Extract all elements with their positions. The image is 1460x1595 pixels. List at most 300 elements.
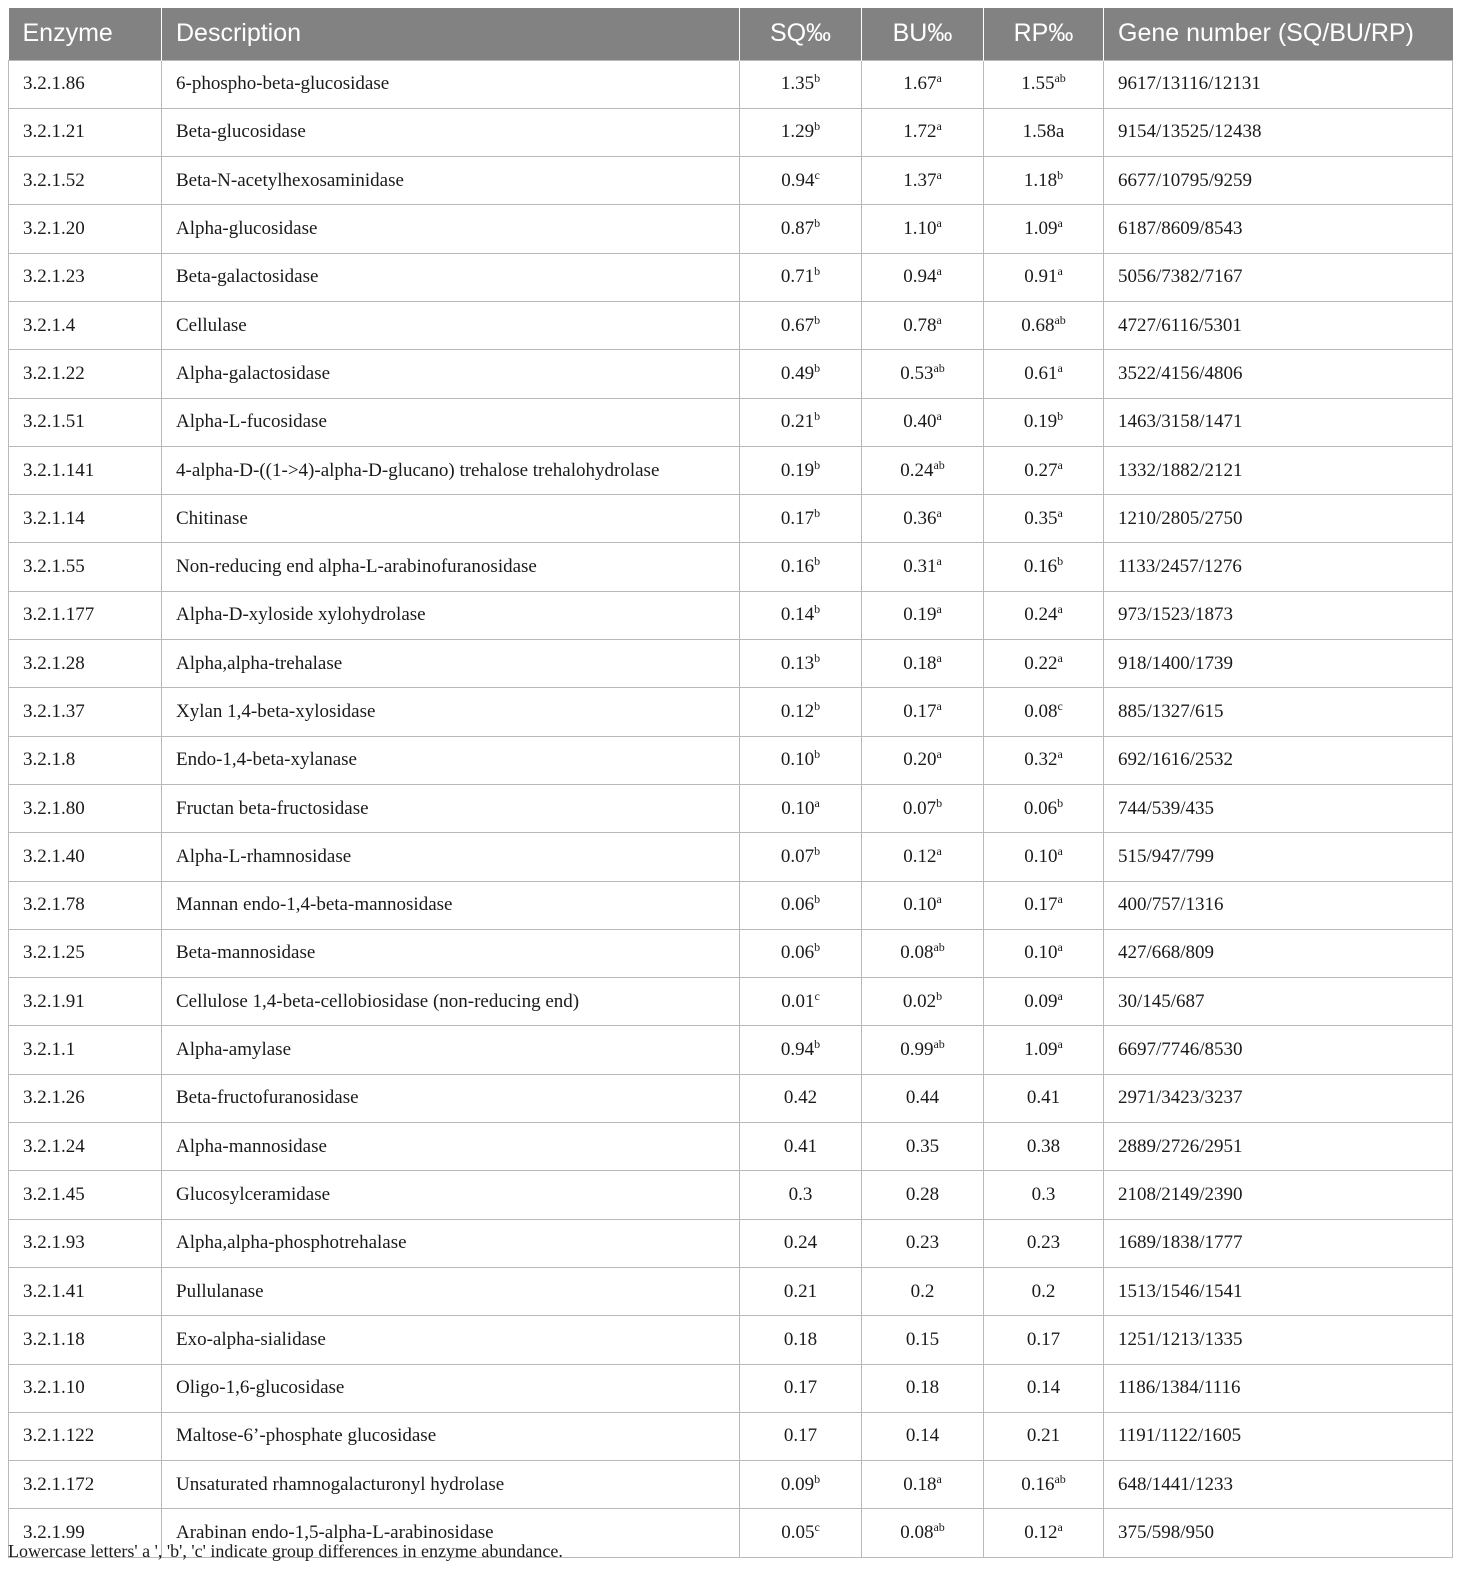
bu-cell — [862, 640, 984, 688]
gene-number-cell: 1463/3158/1471 — [1104, 398, 1453, 446]
rp-cell-value: 0.24 — [1024, 604, 1058, 626]
bu-cell-significance-letter: a — [936, 119, 942, 134]
bu-cell — [862, 253, 984, 301]
table-row — [9, 929, 1453, 977]
enzyme-cell: 3.2.1.28 — [9, 640, 162, 688]
bu-cell-significance-letter: ab — [933, 360, 945, 375]
rp-cell — [984, 688, 1104, 736]
bu-cell — [862, 1123, 984, 1171]
bu-cell-value: 0.40 — [903, 411, 937, 433]
enzyme-cell: 3.2.1.91 — [9, 978, 162, 1026]
rp-cell — [984, 398, 1104, 446]
sq-cell — [740, 688, 862, 736]
rp-cell-significance-letter: b — [1057, 554, 1064, 569]
bu-cell-value: 0.24 — [900, 459, 934, 481]
rp-cell-significance-letter: a — [1057, 1037, 1063, 1052]
sq-cell-value: 0.17 — [780, 507, 815, 529]
bu-cell-value: 0.18 — [903, 1473, 937, 1495]
bu-cell-value: 0.12 — [903, 845, 937, 867]
sq-cell-value: 0.06 — [780, 942, 815, 964]
sq-cell-value: 0.09 — [780, 1473, 815, 1495]
rp-cell — [984, 784, 1104, 832]
rp-cell-value: 0.16 — [1023, 556, 1058, 578]
enzyme-cell: 3.2.1.1 — [9, 1026, 162, 1074]
table-row — [9, 881, 1453, 929]
bu-cell — [862, 60, 984, 108]
rp-cell-value: 0.09 — [1024, 990, 1058, 1012]
sq-cell-value: 0.10 — [780, 749, 815, 771]
rp-cell-significance-letter: a — [1057, 602, 1063, 617]
sq-cell-value: 0.24 — [783, 1232, 818, 1254]
sq-cell-significance-letter: b — [814, 119, 821, 134]
rp-cell-significance-letter: a — [1057, 940, 1063, 955]
description-cell: Unsaturated rhamnogalacturonyl hydrolase — [162, 1461, 740, 1509]
enzyme-cell: 3.2.1.55 — [9, 543, 162, 591]
rp-cell-significance-letter: ab — [1054, 1471, 1066, 1486]
gene-number-cell: 1332/1882/2121 — [1104, 446, 1453, 494]
gene-number-cell: 6187/8609/8543 — [1104, 205, 1453, 253]
bu-cell-significance-letter: a — [936, 505, 942, 520]
bu-cell-significance-letter: b — [936, 795, 943, 810]
sq-cell — [740, 157, 862, 205]
rp-cell-value: 1.09 — [1024, 1039, 1058, 1061]
rp-cell — [984, 495, 1104, 543]
sq-cell-significance-letter: b — [814, 602, 821, 617]
sq-cell — [740, 1123, 862, 1171]
enzyme-cell: 3.2.1.4 — [9, 301, 162, 349]
sq-cell-value: 0.06 — [780, 894, 815, 916]
description-cell: 4-alpha-D-((1->4)-alpha-D-glucano) trehalose trehalohydrolase — [162, 446, 740, 494]
bu-cell-value: 0.18 — [903, 652, 937, 674]
table-row — [9, 108, 1453, 156]
bu-cell — [862, 398, 984, 446]
description-cell: Alpha-L-rhamnosidase — [162, 833, 740, 881]
rp-cell — [984, 640, 1104, 688]
description-cell: Arabinan endo-1,5-alpha-L-arabinosidase — [162, 1509, 740, 1557]
rp-cell-value: 0.16 — [1021, 1473, 1055, 1495]
description-cell: Alpha,alpha-phosphotrehalase — [162, 1219, 740, 1267]
description-cell: Fructan beta-fructosidase — [162, 784, 740, 832]
table-row — [9, 591, 1453, 639]
gene-number-cell: 9617/13116/12131 — [1104, 60, 1453, 108]
bu-cell — [862, 881, 984, 929]
bu-cell-significance-letter: a — [936, 747, 942, 762]
sq-cell-value: 0.21 — [783, 1280, 818, 1302]
rp-cell-value: 0.12 — [1024, 1522, 1058, 1544]
rp-cell-significance-letter: a — [1057, 747, 1063, 762]
bu-cell — [862, 1412, 984, 1460]
rp-cell-significance-letter: ab — [1054, 312, 1066, 327]
description-cell: Alpha-D-xyloside xylohydrolase — [162, 591, 740, 639]
enzyme-cell: 3.2.1.80 — [9, 784, 162, 832]
bu-cell-significance-letter: a — [936, 892, 942, 907]
sq-cell-value: 0.94 — [780, 1039, 815, 1061]
rp-cell-value: 1.09 — [1024, 218, 1058, 240]
header-enzyme: Enzyme — [9, 8, 162, 60]
sq-cell-significance-letter: b — [814, 747, 821, 762]
bu-cell-value: 0.35 — [905, 1135, 940, 1157]
bu-cell-value: 0.53 — [900, 362, 934, 384]
bu-cell — [862, 446, 984, 494]
rp-cell-value: 0.17 — [1024, 894, 1058, 916]
bu-cell-significance-letter: a — [936, 216, 942, 231]
sq-cell — [740, 929, 862, 977]
table-row — [9, 543, 1453, 591]
sq-cell-value: 0.14 — [780, 604, 815, 626]
table-body — [9, 60, 1453, 1557]
rp-cell-significance-letter: a — [1057, 505, 1063, 520]
sq-cell-value: 0.41 — [783, 1135, 818, 1157]
description-cell: Cellulase — [162, 301, 740, 349]
sq-cell-value: 0.05 — [781, 1522, 815, 1544]
rp-cell-significance-letter: a — [1057, 216, 1063, 231]
gene-number-cell: 648/1441/1233 — [1104, 1461, 1453, 1509]
rp-cell-value: 0.27 — [1024, 459, 1058, 481]
enzyme-cell: 3.2.1.78 — [9, 881, 162, 929]
enzyme-cell: 3.2.1.86 — [9, 60, 162, 108]
gene-number-cell: 1210/2805/2750 — [1104, 495, 1453, 543]
sq-cell — [740, 1026, 862, 1074]
sq-cell — [740, 881, 862, 929]
bu-cell — [862, 1461, 984, 1509]
sq-cell — [740, 1412, 862, 1460]
description-cell: Beta-mannosidase — [162, 929, 740, 977]
rp-cell — [984, 736, 1104, 784]
rp-cell-significance-letter: a — [1057, 650, 1063, 665]
rp-cell-value: 0.35 — [1024, 507, 1058, 529]
bu-cell-value: 0.23 — [905, 1232, 940, 1254]
bu-cell-value: 0.44 — [905, 1087, 940, 1109]
enzyme-cell: 3.2.1.99 — [9, 1509, 162, 1557]
rp-cell-value: 0.68 — [1021, 314, 1055, 336]
sq-cell-significance-letter: b — [814, 360, 821, 375]
enzyme-cell: 3.2.1.25 — [9, 929, 162, 977]
rp-cell-value: 1.58a — [1022, 121, 1065, 143]
gene-number-cell: 744/539/435 — [1104, 784, 1453, 832]
rp-cell — [984, 1461, 1104, 1509]
header-sq: SQ‰ — [740, 8, 862, 60]
bu-cell-significance-letter: a — [936, 602, 942, 617]
rp-cell-value: 1.18 — [1023, 169, 1058, 191]
bu-cell-significance-letter: ab — [933, 1520, 945, 1535]
rp-cell — [984, 1412, 1104, 1460]
description-cell: Mannan endo-1,4-beta-mannosidase — [162, 881, 740, 929]
bu-cell-value: 0.08 — [900, 1522, 934, 1544]
sq-cell-value: 0.18 — [783, 1328, 818, 1350]
rp-cell — [984, 978, 1104, 1026]
enzyme-cell: 3.2.1.52 — [9, 157, 162, 205]
description-cell: Maltose-6’-phosphate glucosidase — [162, 1412, 740, 1460]
bu-cell-significance-letter: a — [936, 71, 942, 86]
bu-cell-significance-letter: a — [936, 554, 942, 569]
rp-cell — [984, 446, 1104, 494]
header-rp: RP‰ — [984, 8, 1104, 60]
enzyme-cell: 3.2.1.122 — [9, 1412, 162, 1460]
sq-cell-value: 0.13 — [780, 652, 815, 674]
bu-cell — [862, 1171, 984, 1219]
rp-cell — [984, 1219, 1104, 1267]
sq-cell — [740, 978, 862, 1026]
description-cell: Alpha-amylase — [162, 1026, 740, 1074]
rp-cell-value: 0.91 — [1024, 266, 1058, 288]
sq-cell — [740, 736, 862, 784]
rp-cell-value: 1.55 — [1021, 73, 1055, 95]
sq-cell-significance-letter: b — [814, 312, 821, 327]
sq-cell — [740, 543, 862, 591]
gene-number-cell: 375/598/950 — [1104, 1509, 1453, 1557]
enzyme-cell: 3.2.1.23 — [9, 253, 162, 301]
gene-number-cell: 4727/6116/5301 — [1104, 301, 1453, 349]
bu-cell — [862, 350, 984, 398]
description-cell: Beta-fructofuranosidase — [162, 1074, 740, 1122]
table-row — [9, 1412, 1453, 1460]
table-row — [9, 253, 1453, 301]
enzyme-cell: 3.2.1.20 — [9, 205, 162, 253]
enzyme-cell: 3.2.1.41 — [9, 1267, 162, 1315]
gene-number-cell: 9154/13525/12438 — [1104, 108, 1453, 156]
gene-number-cell: 30/145/687 — [1104, 978, 1453, 1026]
bu-cell-significance-letter: ab — [933, 1037, 945, 1052]
bu-cell-value: 1.10 — [903, 218, 937, 240]
rp-cell-value: 0.22 — [1024, 652, 1058, 674]
description-cell: Endo-1,4-beta-xylanase — [162, 736, 740, 784]
table-row — [9, 736, 1453, 784]
sq-cell-significance-letter: b — [814, 505, 821, 520]
bu-cell-value: 0.31 — [903, 556, 937, 578]
bu-cell-value: 0.07 — [902, 797, 937, 819]
sq-cell — [740, 1219, 862, 1267]
gene-number-cell: 3522/4156/4806 — [1104, 350, 1453, 398]
table-row — [9, 784, 1453, 832]
rp-cell — [984, 205, 1104, 253]
rp-cell-significance-letter: a — [1057, 360, 1063, 375]
bu-cell — [862, 495, 984, 543]
sq-cell-significance-letter: c — [814, 988, 820, 1003]
gene-number-cell: 1251/1213/1335 — [1104, 1316, 1453, 1364]
rp-cell-value: 0.32 — [1024, 749, 1058, 771]
rp-cell — [984, 1509, 1104, 1557]
rp-cell — [984, 591, 1104, 639]
enzyme-cell: 3.2.1.45 — [9, 1171, 162, 1219]
rp-cell-value: 0.2 — [1031, 1280, 1056, 1302]
rp-cell-significance-letter: b — [1057, 409, 1064, 424]
sq-cell-value: 0.07 — [780, 845, 815, 867]
enzyme-cell: 3.2.1.93 — [9, 1219, 162, 1267]
sq-cell — [740, 1461, 862, 1509]
rp-cell-significance-letter: a — [1057, 264, 1063, 279]
rp-cell-value: 0.3 — [1031, 1183, 1056, 1205]
gene-number-cell: 1689/1838/1777 — [1104, 1219, 1453, 1267]
sq-cell-value: 0.19 — [780, 459, 815, 481]
sq-cell-significance-letter: b — [814, 650, 821, 665]
bu-cell — [862, 688, 984, 736]
sq-cell — [740, 640, 862, 688]
bu-cell-value: 0.20 — [903, 749, 937, 771]
sq-cell-significance-letter: b — [814, 216, 821, 231]
bu-cell-value: 0.02 — [902, 990, 937, 1012]
bu-cell — [862, 1219, 984, 1267]
rp-cell-value: 0.10 — [1024, 942, 1058, 964]
description-cell: Exo-alpha-sialidase — [162, 1316, 740, 1364]
bu-cell-value: 0.99 — [900, 1039, 934, 1061]
enzyme-abundance-table — [8, 8, 1453, 1558]
sq-cell — [740, 60, 862, 108]
rp-cell — [984, 1026, 1104, 1074]
gene-number-cell: 6677/10795/9259 — [1104, 157, 1453, 205]
table-row — [9, 1219, 1453, 1267]
enzyme-cell: 3.2.1.10 — [9, 1364, 162, 1412]
sq-cell-significance-letter: b — [814, 892, 821, 907]
sq-cell-significance-letter: b — [814, 554, 821, 569]
header-gene-number: Gene number (SQ/BU/RP) — [1118, 19, 1414, 48]
sq-cell-significance-letter: b — [814, 409, 821, 424]
description-cell: Cellulose 1,4-beta-cellobiosidase (non-reducing end) — [162, 978, 740, 1026]
enzyme-cell: 3.2.1.14 — [9, 495, 162, 543]
rp-cell-value: 0.17 — [1026, 1328, 1061, 1350]
bu-cell — [862, 1267, 984, 1315]
sq-cell — [740, 833, 862, 881]
bu-cell-value: 0.28 — [905, 1183, 940, 1205]
bu-cell — [862, 205, 984, 253]
sq-cell — [740, 495, 862, 543]
sq-cell — [740, 1364, 862, 1412]
bu-cell-significance-letter: ab — [933, 940, 945, 955]
rp-cell-significance-letter: a — [1057, 843, 1063, 858]
rp-cell-value: 0.06 — [1023, 797, 1058, 819]
bu-cell-significance-letter: a — [936, 699, 942, 713]
table-row — [9, 1461, 1453, 1509]
bu-cell-value: 0.15 — [905, 1328, 940, 1350]
description-cell: 6-phospho-beta-glucosidase — [162, 60, 740, 108]
sq-cell — [740, 253, 862, 301]
table-footnote: Lowercase letters' a ', 'b', 'c' indicate group differences in enzyme abundance. — [8, 1541, 563, 1561]
header-bu: BU‰ — [862, 8, 984, 60]
bu-cell-significance-letter: a — [936, 843, 942, 858]
bu-cell-value: 0.10 — [903, 894, 937, 916]
table-row — [9, 1267, 1453, 1315]
gene-number-cell: 1191/1122/1605 — [1104, 1412, 1453, 1460]
table-row — [9, 60, 1453, 108]
gene-number-cell: 2108/2149/2390 — [1104, 1171, 1453, 1219]
table-row — [9, 1074, 1453, 1122]
bu-cell-significance-letter: a — [936, 1471, 942, 1486]
sq-cell-significance-letter: b — [814, 699, 821, 713]
description-cell: Glucosylceramidase — [162, 1171, 740, 1219]
rp-cell-value: 0.14 — [1026, 1377, 1061, 1399]
bu-cell — [862, 978, 984, 1026]
bu-cell — [862, 591, 984, 639]
gene-number-cell: 6697/7746/8530 — [1104, 1026, 1453, 1074]
sq-cell — [740, 1509, 862, 1557]
rp-cell — [984, 1316, 1104, 1364]
rp-cell — [984, 1123, 1104, 1171]
enzyme-cell: 3.2.1.22 — [9, 350, 162, 398]
enzyme-cell: 3.2.1.51 — [9, 398, 162, 446]
description-cell: Pullulanase — [162, 1267, 740, 1315]
sq-cell-value: 0.49 — [780, 362, 815, 384]
bu-cell — [862, 543, 984, 591]
sq-cell — [740, 1267, 862, 1315]
rp-cell-significance-letter: a — [1057, 988, 1063, 1003]
description-cell: Beta-glucosidase — [162, 108, 740, 156]
rp-cell — [984, 1267, 1104, 1315]
sq-cell — [740, 205, 862, 253]
bu-cell — [862, 929, 984, 977]
sq-cell-value: 0.01 — [781, 990, 815, 1012]
bu-cell — [862, 157, 984, 205]
bu-cell-value: 0.2 — [910, 1280, 935, 1302]
rp-cell — [984, 60, 1104, 108]
enzyme-cell: 3.2.1.24 — [9, 1123, 162, 1171]
rp-cell-significance-letter: ab — [1054, 71, 1066, 86]
rp-cell — [984, 157, 1104, 205]
description-cell: Oligo-1,6-glucosidase — [162, 1364, 740, 1412]
table-row — [9, 350, 1453, 398]
bu-cell-significance-letter: a — [936, 264, 942, 279]
bu-cell-value: 0.17 — [903, 701, 937, 722]
sq-cell — [740, 398, 862, 446]
sq-cell-value: 0.12 — [780, 701, 815, 722]
bu-cell — [862, 1364, 984, 1412]
rp-cell — [984, 108, 1104, 156]
table-row — [9, 205, 1453, 253]
sq-cell-significance-letter: b — [814, 843, 821, 858]
sq-cell — [740, 350, 862, 398]
gene-number-cell: 515/947/799 — [1104, 833, 1453, 881]
table-row — [9, 978, 1453, 1026]
sq-cell — [740, 1316, 862, 1364]
rp-cell-significance-letter: a — [1057, 892, 1063, 907]
sq-cell-significance-letter: b — [814, 71, 821, 86]
header-description: Description — [162, 8, 740, 60]
rp-cell — [984, 929, 1104, 977]
sq-cell-significance-letter: b — [814, 457, 821, 472]
bu-cell — [862, 833, 984, 881]
gene-number-cell: 2971/3423/3237 — [1104, 1074, 1453, 1122]
gene-number-cell: 1133/2457/1276 — [1104, 543, 1453, 591]
gene-number-cell: 973/1523/1873 — [1104, 591, 1453, 639]
table-row — [9, 1364, 1453, 1412]
sq-cell-significance-letter: b — [814, 1471, 821, 1486]
sq-cell-value: 0.67 — [780, 314, 815, 336]
table-row — [9, 1026, 1453, 1074]
description-cell: Non-reducing end alpha-L-arabinofuranosidase — [162, 543, 740, 591]
rp-cell — [984, 1364, 1104, 1412]
bu-cell-value: 0.19 — [903, 604, 937, 626]
gene-number-cell: 1186/1384/1116 — [1104, 1364, 1453, 1412]
bu-cell — [862, 1026, 984, 1074]
bu-cell-significance-letter: a — [936, 167, 942, 182]
table-row — [9, 1316, 1453, 1364]
rp-cell — [984, 881, 1104, 929]
rp-cell-value: 0.10 — [1024, 845, 1058, 867]
rp-cell-value: 0.19 — [1023, 411, 1058, 433]
bu-cell — [862, 1074, 984, 1122]
rp-cell-value: 0.08 — [1024, 701, 1058, 722]
sq-cell-value: 0.21 — [780, 411, 815, 433]
description-cell: Xylan 1,4-beta-xylosidase — [162, 688, 740, 736]
gene-number-cell: 1513/1546/1541 — [1104, 1267, 1453, 1315]
table-row — [9, 1123, 1453, 1171]
sq-cell-value: 0.87 — [780, 218, 815, 240]
rp-cell-value: 0.61 — [1024, 362, 1058, 384]
rp-cell — [984, 1171, 1104, 1219]
sq-cell-value: 0.16 — [780, 556, 815, 578]
table-header-row — [9, 8, 1453, 60]
bu-cell-value: 0.36 — [903, 507, 937, 529]
enzyme-cell: 3.2.1.26 — [9, 1074, 162, 1122]
sq-cell — [740, 1171, 862, 1219]
